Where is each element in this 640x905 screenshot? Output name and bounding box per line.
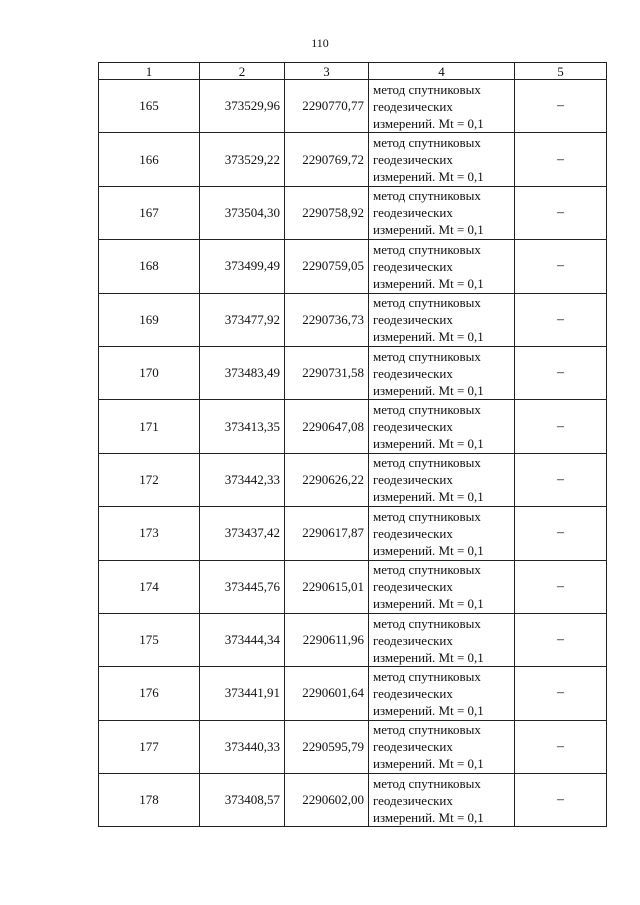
header-col-5: 5 — [515, 63, 607, 80]
note-cell: – — [515, 80, 607, 133]
method-cell — [369, 453, 515, 506]
method-line: метод спутниковых — [373, 455, 481, 471]
note-cell: – — [515, 667, 607, 720]
note-cell: – — [515, 453, 607, 506]
note-cell: – — [515, 400, 607, 453]
y-coordinate-cell: 2290647,08 — [285, 400, 369, 453]
x-coordinate-cell: 373499,49 — [200, 240, 285, 293]
header-col-1: 1 — [99, 63, 200, 80]
method-cell — [369, 186, 515, 239]
note-cell: – — [515, 293, 607, 346]
point-number-cell: 174 — [99, 560, 200, 613]
table-row — [99, 346, 607, 399]
method-line: метод спутниковых — [373, 562, 481, 578]
method-line: измерений. Mt = 0,1 — [373, 489, 484, 505]
y-coordinate-cell: 2290615,01 — [285, 560, 369, 613]
table-header — [99, 63, 607, 80]
table-row — [99, 560, 607, 613]
note-cell: – — [515, 346, 607, 399]
header-col-4: 4 — [369, 63, 515, 80]
table-row — [99, 613, 607, 666]
y-coordinate-cell: 2290736,73 — [285, 293, 369, 346]
x-coordinate-cell: 373440,33 — [200, 720, 285, 773]
point-number-cell: 167 — [99, 186, 200, 239]
method-cell — [369, 720, 515, 773]
table-row — [99, 774, 607, 827]
x-coordinate-cell: 373529,96 — [200, 80, 285, 133]
method-line: геодезических — [373, 739, 453, 755]
note-cell: – — [515, 240, 607, 293]
method-line: метод спутниковых — [373, 241, 481, 257]
y-coordinate-cell: 2290626,22 — [285, 453, 369, 506]
point-number-cell: 165 — [99, 80, 200, 133]
point-number-cell: 177 — [99, 720, 200, 773]
x-coordinate-cell: 373413,35 — [200, 400, 285, 453]
table-row — [99, 240, 607, 293]
method-line: геодезических — [373, 632, 453, 648]
note-cell: – — [515, 720, 607, 773]
method-line: измерений. Mt = 0,1 — [373, 329, 484, 345]
table-row — [99, 507, 607, 560]
point-number-cell: 176 — [99, 667, 200, 720]
method-cell — [369, 80, 515, 133]
x-coordinate-cell: 373477,92 — [200, 293, 285, 346]
y-coordinate-cell: 2290602,00 — [285, 774, 369, 827]
method-line: метод спутниковых — [373, 775, 481, 791]
header-row — [99, 63, 607, 80]
x-coordinate-cell: 373445,76 — [200, 560, 285, 613]
y-coordinate-cell: 2290601,64 — [285, 667, 369, 720]
method-line: метод спутниковых — [373, 135, 481, 151]
method-cell — [369, 560, 515, 613]
table-row — [99, 186, 607, 239]
x-coordinate-cell: 373437,42 — [200, 507, 285, 560]
method-line: метод спутниковых — [373, 508, 481, 524]
table-row — [99, 293, 607, 346]
y-coordinate-cell: 2290595,79 — [285, 720, 369, 773]
table-row — [99, 400, 607, 453]
method-cell — [369, 293, 515, 346]
method-line: геодезических — [373, 525, 453, 541]
method-line: измерений. Mt = 0,1 — [373, 809, 484, 825]
table-row — [99, 720, 607, 773]
method-cell — [369, 667, 515, 720]
method-line: измерений. Mt = 0,1 — [373, 436, 484, 452]
point-number-cell: 166 — [99, 133, 200, 186]
table-row — [99, 133, 607, 186]
x-coordinate-cell: 373441,91 — [200, 667, 285, 720]
method-line: геодезических — [373, 205, 453, 221]
point-number-cell: 171 — [99, 400, 200, 453]
point-number-cell: 178 — [99, 774, 200, 827]
method-cell — [369, 400, 515, 453]
note-cell: – — [515, 133, 607, 186]
method-line: измерений. Mt = 0,1 — [373, 542, 484, 558]
note-cell: – — [515, 507, 607, 560]
method-line: геодезических — [373, 579, 453, 595]
y-coordinate-cell: 2290611,96 — [285, 613, 369, 666]
note-cell: – — [515, 613, 607, 666]
note-cell: – — [515, 560, 607, 613]
method-line: измерений. Mt = 0,1 — [373, 169, 484, 185]
point-number-cell: 172 — [99, 453, 200, 506]
method-cell — [369, 133, 515, 186]
header-col-2: 2 — [200, 63, 285, 80]
method-line: метод спутниковых — [373, 81, 481, 97]
point-number-cell: 168 — [99, 240, 200, 293]
method-line: геодезических — [373, 472, 453, 488]
point-number-cell: 173 — [99, 507, 200, 560]
method-line: геодезических — [373, 365, 453, 381]
y-coordinate-cell: 2290759,05 — [285, 240, 369, 293]
point-number-cell: 170 — [99, 346, 200, 399]
method-line: измерений. Mt = 0,1 — [373, 382, 484, 398]
method-line: метод спутниковых — [373, 722, 481, 738]
method-line: измерений. Mt = 0,1 — [373, 115, 484, 131]
method-line: геодезических — [373, 792, 453, 808]
x-coordinate-cell: 373483,49 — [200, 346, 285, 399]
method-line: геодезических — [373, 312, 453, 328]
note-cell: – — [515, 774, 607, 827]
method-line: измерений. Mt = 0,1 — [373, 596, 484, 612]
method-line: измерений. Mt = 0,1 — [373, 222, 484, 238]
note-cell: – — [515, 186, 607, 239]
header-col-3: 3 — [285, 63, 369, 80]
page-number: 110 — [311, 36, 329, 50]
method-line: геодезических — [373, 152, 453, 168]
x-coordinate-cell: 373529,22 — [200, 133, 285, 186]
method-line: метод спутниковых — [373, 615, 481, 631]
method-cell — [369, 240, 515, 293]
method-line: измерений. Mt = 0,1 — [373, 649, 484, 665]
y-coordinate-cell: 2290770,77 — [285, 80, 369, 133]
method-line: метод спутниковых — [373, 188, 481, 204]
method-line: геодезических — [373, 685, 453, 701]
method-cell — [369, 507, 515, 560]
method-line: метод спутниковых — [373, 668, 481, 684]
method-cell — [369, 346, 515, 399]
method-cell — [369, 613, 515, 666]
y-coordinate-cell: 2290758,92 — [285, 186, 369, 239]
method-line: геодезических — [373, 419, 453, 435]
x-coordinate-cell: 373444,34 — [200, 613, 285, 666]
table-body — [99, 80, 607, 827]
table-row — [99, 453, 607, 506]
method-cell — [369, 774, 515, 827]
method-line: геодезических — [373, 98, 453, 114]
point-number-cell: 169 — [99, 293, 200, 346]
table-row — [99, 80, 607, 133]
y-coordinate-cell: 2290731,58 — [285, 346, 369, 399]
method-line: геодезических — [373, 258, 453, 274]
method-line: измерений. Mt = 0,1 — [373, 275, 484, 291]
method-line: метод спутниковых — [373, 295, 481, 311]
y-coordinate-cell: 2290769,72 — [285, 133, 369, 186]
x-coordinate-cell: 373504,30 — [200, 186, 285, 239]
method-line: метод спутниковых — [373, 402, 481, 418]
x-coordinate-cell: 373442,33 — [200, 453, 285, 506]
method-line: измерений. Mt = 0,1 — [373, 702, 484, 718]
x-coordinate-cell: 373408,57 — [200, 774, 285, 827]
y-coordinate-cell: 2290617,87 — [285, 507, 369, 560]
point-number-cell: 175 — [99, 613, 200, 666]
table-row — [99, 667, 607, 720]
method-line: метод спутниковых — [373, 348, 481, 364]
coordinates-table — [98, 62, 607, 827]
method-line: измерений. Mt = 0,1 — [373, 756, 484, 772]
